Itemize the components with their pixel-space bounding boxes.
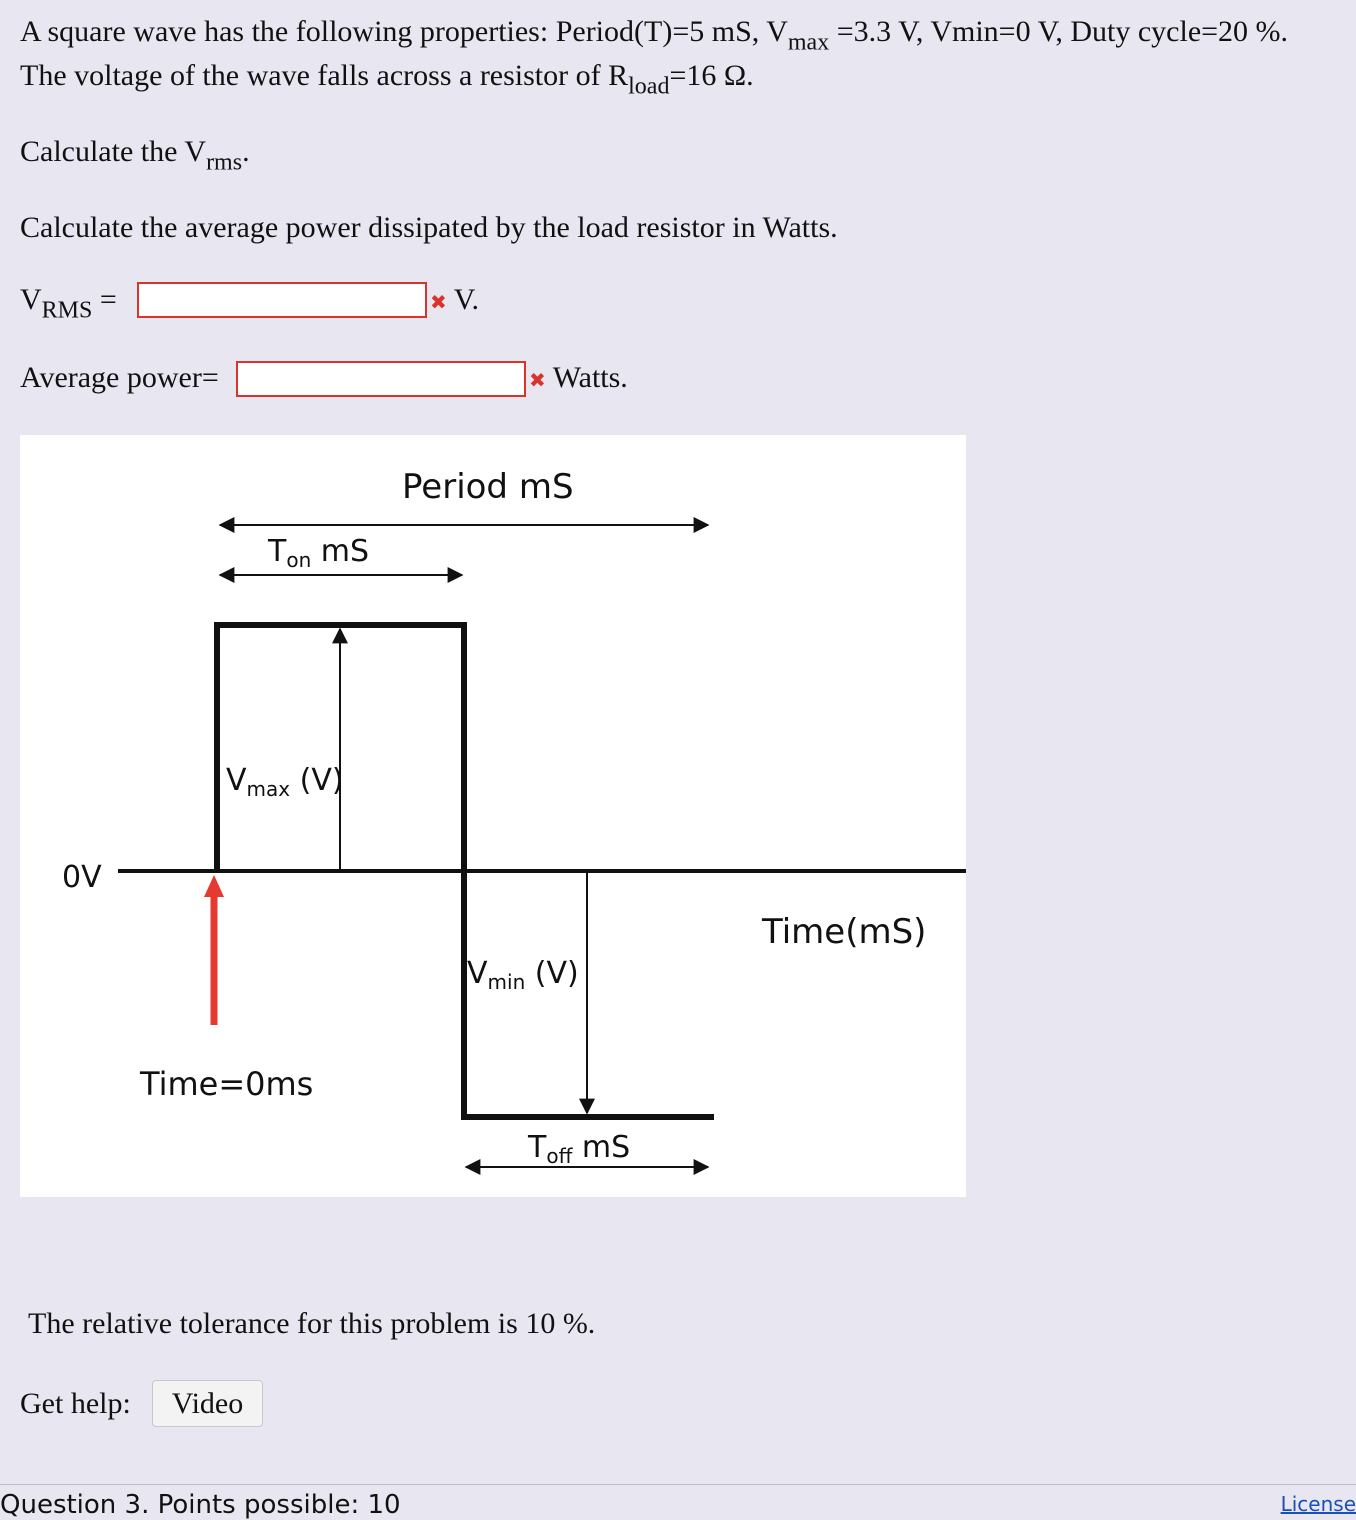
problem-statement: A square wave has the following properties: Period(T)=5 mS, $V_{max} =3.3$ V, Vmin=0 V, Duty cycle=20 %. The voltage of the wave falls across a resistor of $R_{load}=16$ Ω. (20, 15, 1289, 100)
help-label: Get help: (20, 1387, 131, 1420)
ton-label: $T_{on}$ mS (268, 534, 370, 572)
task-vrms: Calculate the $V_{rms}$. (20, 135, 250, 176)
tolerance-note: The relative tolerance for this problem is 10 %. (28, 1307, 596, 1340)
toff-label: $T_{off}$ mS (528, 1130, 631, 1168)
zero-volt-label: 0V (62, 860, 102, 895)
invalid-x-icon: ✖ (529, 368, 546, 392)
power-label: Average power= (20, 361, 219, 394)
task-power: Calculate the average power dissipated by the load resistor in Watts. (20, 211, 838, 244)
license-link[interactable]: License (1280, 1492, 1356, 1516)
time-axis-label: Time(mS) (762, 912, 927, 952)
square-wave-svg (20, 435, 966, 1197)
time-zero-marker-head (204, 875, 224, 897)
next-question-heading: Question 3. Points possible: 10 (0, 1490, 401, 1520)
invalid-x-icon: ✖ (430, 290, 447, 314)
vrms-input[interactable] (137, 282, 427, 318)
vrms-label: $V_{RMS}$ = (20, 283, 117, 324)
vmin-label: $V_{min}$ (V) (467, 956, 579, 994)
vmax-label: $V_{max}$ (V) (226, 763, 344, 801)
video-help-button[interactable]: Video (152, 1380, 263, 1427)
power-unit: ✖ Watts. (529, 361, 628, 394)
vrms-unit: ✖ V. (430, 283, 480, 316)
section-divider (0, 1484, 1356, 1485)
power-input[interactable] (236, 361, 526, 397)
time-zero-label: Time=0ms (140, 1065, 314, 1103)
period-label: Period mS (402, 467, 574, 507)
square-wave-diagram (20, 435, 966, 1197)
